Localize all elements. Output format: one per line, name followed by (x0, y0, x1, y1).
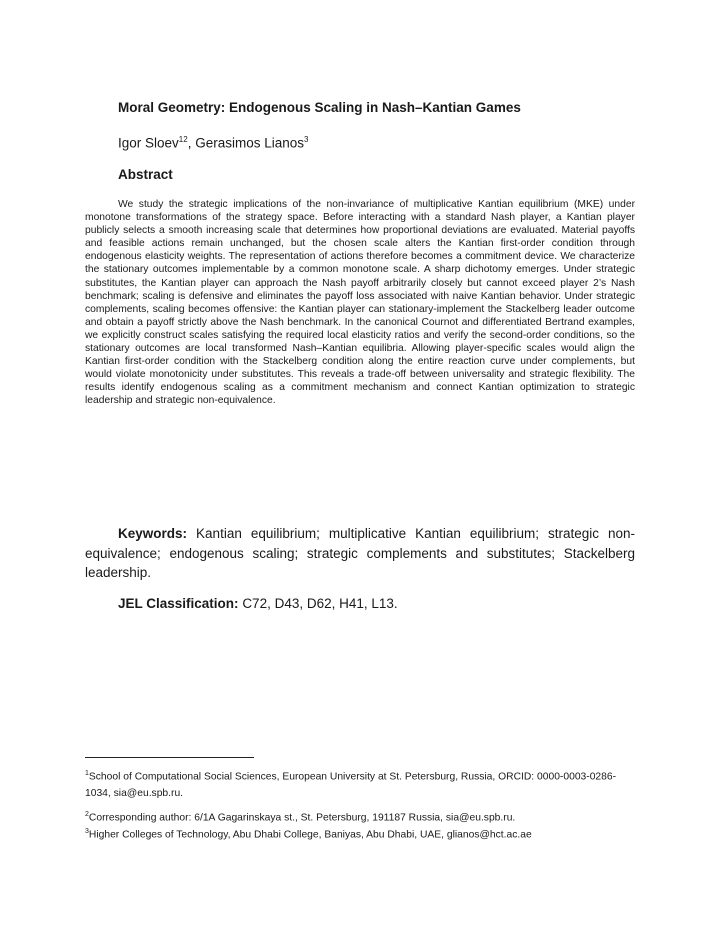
keywords-paragraph (85, 524, 635, 583)
footnote-mark: 1 (85, 770, 89, 777)
author-affiliation-marks: 12 (178, 135, 188, 144)
keywords-text: Kantian equilibrium; multiplicative Kantian equilibrium; strategic non-equivalence; endogenous scaling; strategic complements and substitutes; Stackelberg leadership. (85, 526, 635, 580)
abstract-heading: Abstract (118, 167, 173, 182)
footnote-text: School of Computational Social Sciences, European University at St. Petersburg, Russia, ORCID: 0000-0003-0286-1034, sia@eu.spb.ru. (85, 771, 617, 800)
jel-codes: C72, D43, D62, H41, L13. (242, 596, 398, 611)
footnote-mark: 3 (85, 828, 89, 835)
footnote-text: Corresponding author: 6/1A Gagarinskaya st., St. Petersburg, 191187 Russia, sia@eu.spb.ru. (88, 812, 516, 824)
abstract-body: We study the strategic implications of the non-invariance of multiplicative Kantian equilibrium (MKE) under monotone transformations of the strategy space. Before interacting with a standard Nash player, a Kantian player publicly selects a smooth increasing scale that determines how proportional deviations are evaluated. Material payoffs and feasible actions remain unchanged, but the chosen scale alters the Kantian first-order condition through endogenous elasticity weights. The representation of actions therefore becomes a commitment device. We characterize the stationary outcomes implementable by a common monotone scale. A sharp dichotomy emerges. Under strategic substitutes, the Kantian player can approach the Nash payoff arbitrarily closely but cannot exceed player 2’s Nash benchmark; scaling is defensive and eliminates the payoff loss associated with naive Kantian behavior. Under strategic complements, scaling becomes offensive: the Kantian player can stationary-implement the Stackelberg leader outcome and obtain a payoff strictly above the Nash benchmark. In the canonical Cournot and differentiated Bertrand examples, we explicitly construct scales satisfying the required local elasticity ratios and verify the second-order conditions, so the stationary outcomes are local transformed Nash–Kantian equilibria. Allowing player-specific scales would align the Kantian first-order condition with the Stackelberg condition along the entire reaction curve under complements, but would violate monotonicity under substitutes. This reveals a trade-off between universality and strategic flexibility. The results identify endogenous scaling as a commitment mechanism and connect Kantian optimization to strategic leadership and strategic non-equivalence. (85, 199, 635, 407)
paper-title: Moral Geometry: Endogenous Scaling in Nash–Kantian Games (118, 100, 521, 115)
footnote-separator (85, 757, 254, 758)
author-name: Igor Sloev (118, 135, 179, 151)
author-name: Gerasimos Lianos (195, 135, 305, 151)
footnote (85, 823, 637, 843)
jel-classification (118, 596, 398, 611)
jel-label: JEL Classification: (118, 596, 239, 611)
author-line (118, 135, 308, 151)
footnote-mark: 2 (85, 811, 89, 818)
keywords-label: Keywords: (118, 526, 188, 541)
author-separator: , (187, 135, 196, 151)
footnote (85, 765, 637, 802)
author-affiliation-marks: 3 (304, 135, 309, 144)
footnote-text: Higher Colleges of Technology, Abu Dhabi College, Baniyas, Abu Dhabi, UAE, glianos@hct.ac.ae (88, 829, 532, 841)
